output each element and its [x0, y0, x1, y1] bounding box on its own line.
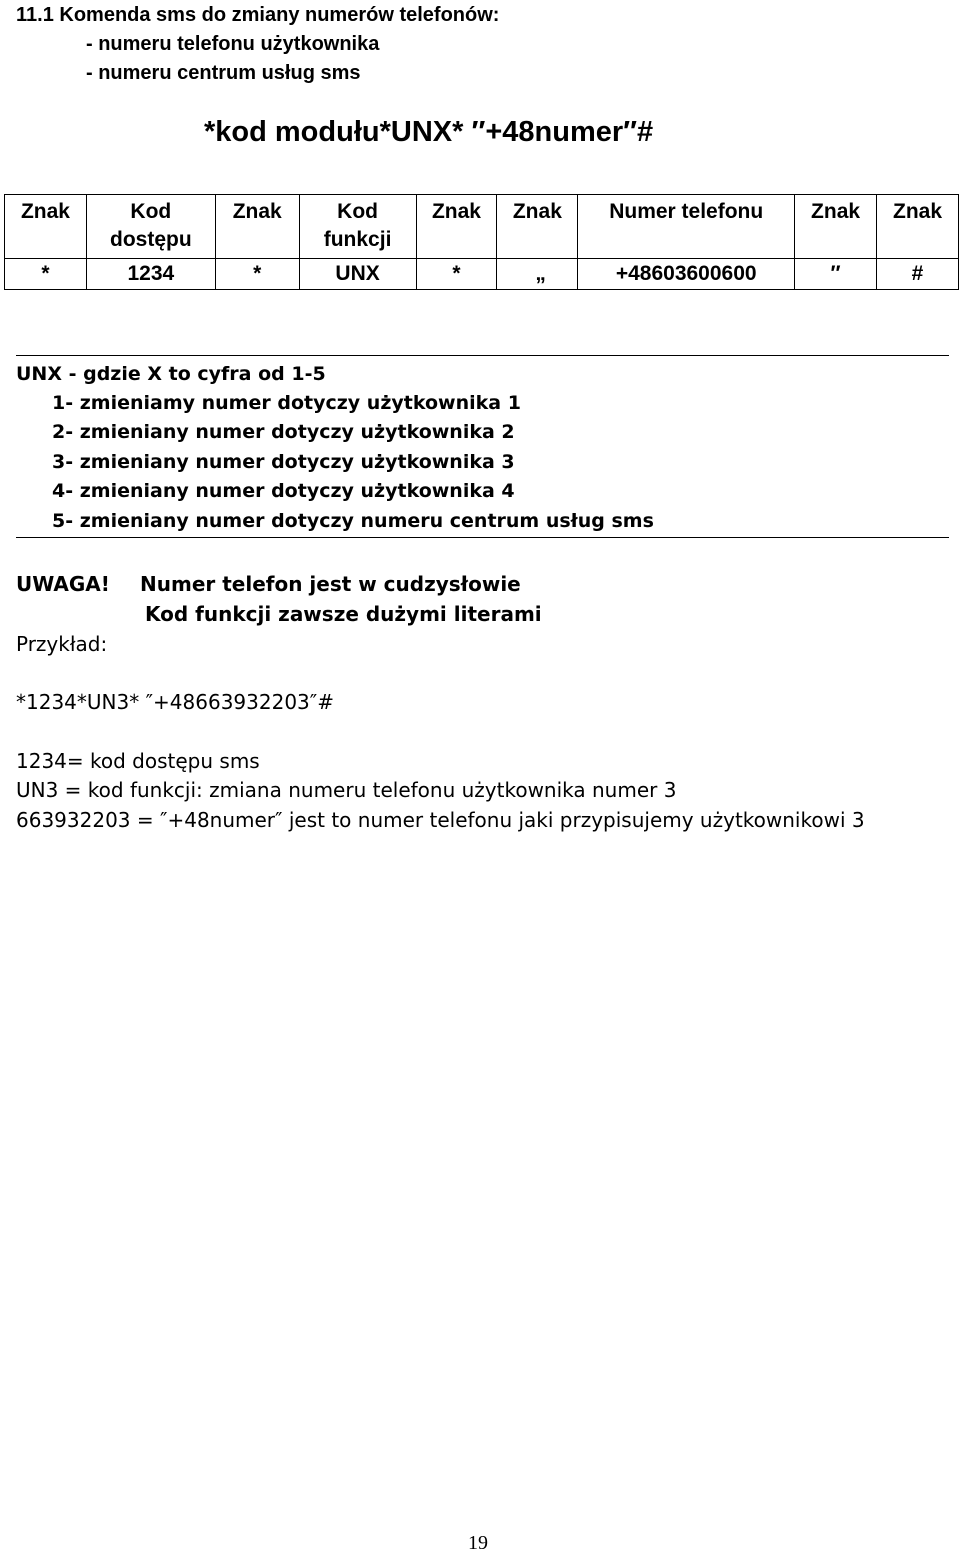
command-structure-table — [4, 194, 959, 290]
example-command: *1234*UN3* ″+48663932203″# — [16, 690, 335, 714]
header-cell: Znak — [215, 195, 299, 259]
explanation-function-code: UN3 = kod funkcji: zmiana numeru telefonu użytkownika numer 3 — [16, 778, 677, 802]
header-cell: Znak — [877, 195, 959, 259]
divider-bottom — [16, 537, 949, 538]
page-number: 19 — [468, 1532, 488, 1554]
explanation-access-code: 1234= kod dostępu sms — [16, 749, 260, 773]
unx-item-1: 1- zmieniamy numer dotyczy użytkownika 1 — [52, 392, 521, 414]
header-cell: Numer telefonu — [578, 195, 795, 259]
section-subtitle-user-phone: - numeru telefonu użytkownika — [86, 33, 380, 55]
section-title: 11.1 Komenda sms do zmiany numerów telefonów: — [16, 4, 500, 26]
value-cell: 1234 — [86, 259, 215, 290]
unx-item-3: 3- zmieniany numer dotyczy użytkownika 3 — [52, 451, 515, 473]
divider-top — [16, 355, 949, 356]
header-cell: Kod funkcji — [299, 195, 416, 259]
command-format: *kod modułu*UNX* ″+48numer″# — [204, 116, 654, 148]
example-label: Przykład: — [16, 632, 108, 656]
value-cell: ″ — [795, 259, 877, 290]
explanation-phone-number: 663932203 = ″+48numer″ jest to numer telefonu jaki przypisujemy użytkownikowi 3 — [16, 808, 865, 832]
value-cell: * — [5, 259, 87, 290]
unx-item-2: 2- zmieniany numer dotyczy użytkownika 2 — [52, 421, 515, 443]
value-cell: # — [877, 259, 959, 290]
value-cell: +48603600600 — [578, 259, 795, 290]
value-cell: * — [416, 259, 497, 290]
unx-item-5: 5- zmieniany numer dotyczy numeru centrum usług sms — [52, 510, 654, 532]
header-cell: Znak — [795, 195, 877, 259]
value-cell: „ — [497, 259, 578, 290]
value-cell: * — [215, 259, 299, 290]
table-value-row — [5, 259, 959, 290]
header-cell: Kod dostępu — [86, 195, 215, 259]
section-subtitle-sms-center: - numeru centrum usług sms — [86, 62, 361, 84]
unx-intro: UNX - gdzie X to cyfra od 1-5 — [16, 363, 326, 385]
header-cell: Znak — [497, 195, 578, 259]
table-header-row — [5, 195, 959, 259]
value-cell: UNX — [299, 259, 416, 290]
warning-line-1: Numer telefon jest w cudzysłowie — [140, 572, 521, 596]
unx-item-4: 4- zmieniany numer dotyczy użytkownika 4 — [52, 480, 515, 502]
warning-label: UWAGA! — [16, 572, 110, 596]
warning-line-2: Kod funkcji zawsze dużymi literami — [145, 602, 542, 626]
header-cell: Znak — [416, 195, 497, 259]
header-cell: Znak — [5, 195, 87, 259]
